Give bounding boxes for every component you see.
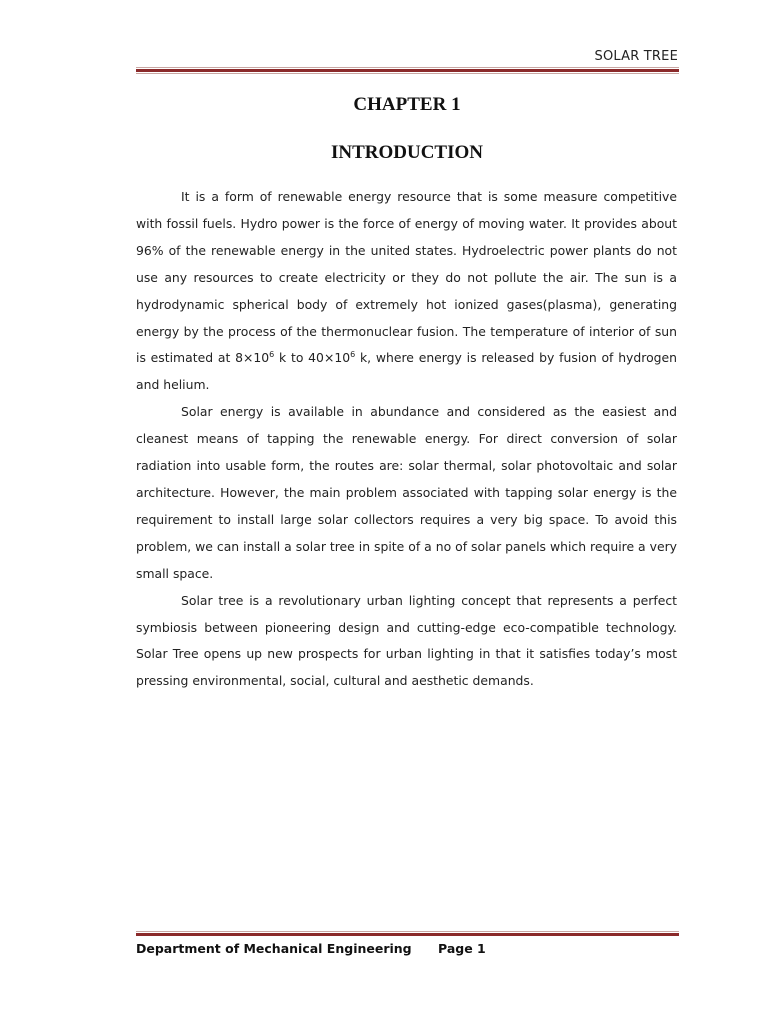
- footer-rule: [136, 931, 679, 936]
- header-rule-thin-line-lower: [136, 73, 679, 74]
- paragraph-3: Solar tree is a revolutionary urban lighting concept that represents a perfect symbiosis between pioneering design and cutting-edge eco-compatible technology. Solar Tree opens up new prospects for urban lighting in that it satisfies today’s most pressing environmental, social, cultural and aesthetic demands.: [136, 592, 677, 689]
- page-number: Page 1: [438, 941, 486, 956]
- superscript-exponent: 6: [269, 350, 275, 360]
- superscript-exponent: 6: [350, 350, 356, 360]
- paragraph-1-part-3: k, where energy is released by fusion of hydrogen and helium.: [136, 350, 677, 393]
- footer-rule-thick-line: [136, 933, 679, 936]
- paragraph-1-part-1: It is a form of renewable energy resource that is some measure competitive with fossil fuels. Hydro power is the force of energy of moving water. It provides about 96% of the renewable energy in the united states. Hydroelectric power plants do not use any resources to create electricity or they do not pollute the air. The sun is a hydrodynamic spherical body of extremely hot ionized gases(plasma), generating energy by the process of the thermonuclear fusion. The temperature of interior of sun is estimated at 8×10: [136, 189, 677, 366]
- chapter-heading: INTRODUCTION: [330, 142, 484, 163]
- footer-rule-thin-line: [136, 931, 679, 932]
- page-footer: [136, 941, 486, 956]
- body-text: [136, 184, 677, 695]
- paragraph-1: [136, 184, 677, 399]
- header-rule-thick-line: [136, 69, 679, 72]
- running-header-title: SOLAR TREE: [594, 49, 678, 64]
- footer-department: Department of Mechanical Engineering: [136, 941, 412, 956]
- header-rule-thin-line: [136, 67, 679, 68]
- paragraph-2: Solar energy is available in abundance and considered as the easiest and cleanest means of tapping the renewable energy. For direct conversion of solar radiation into usable form, the routes are: solar thermal, solar photovoltaic and solar architecture. However, the main problem associated with tapping solar energy is the requirement to install large solar collectors requires a very big space. To avoid this problem, we can install a solar tree in spite of a no of solar panels which require a very small space.: [136, 404, 677, 581]
- chapter-label: CHAPTER 1: [353, 94, 461, 115]
- header-rule: [136, 67, 679, 74]
- paragraph-1-part-2: k to 40×10: [274, 350, 351, 366]
